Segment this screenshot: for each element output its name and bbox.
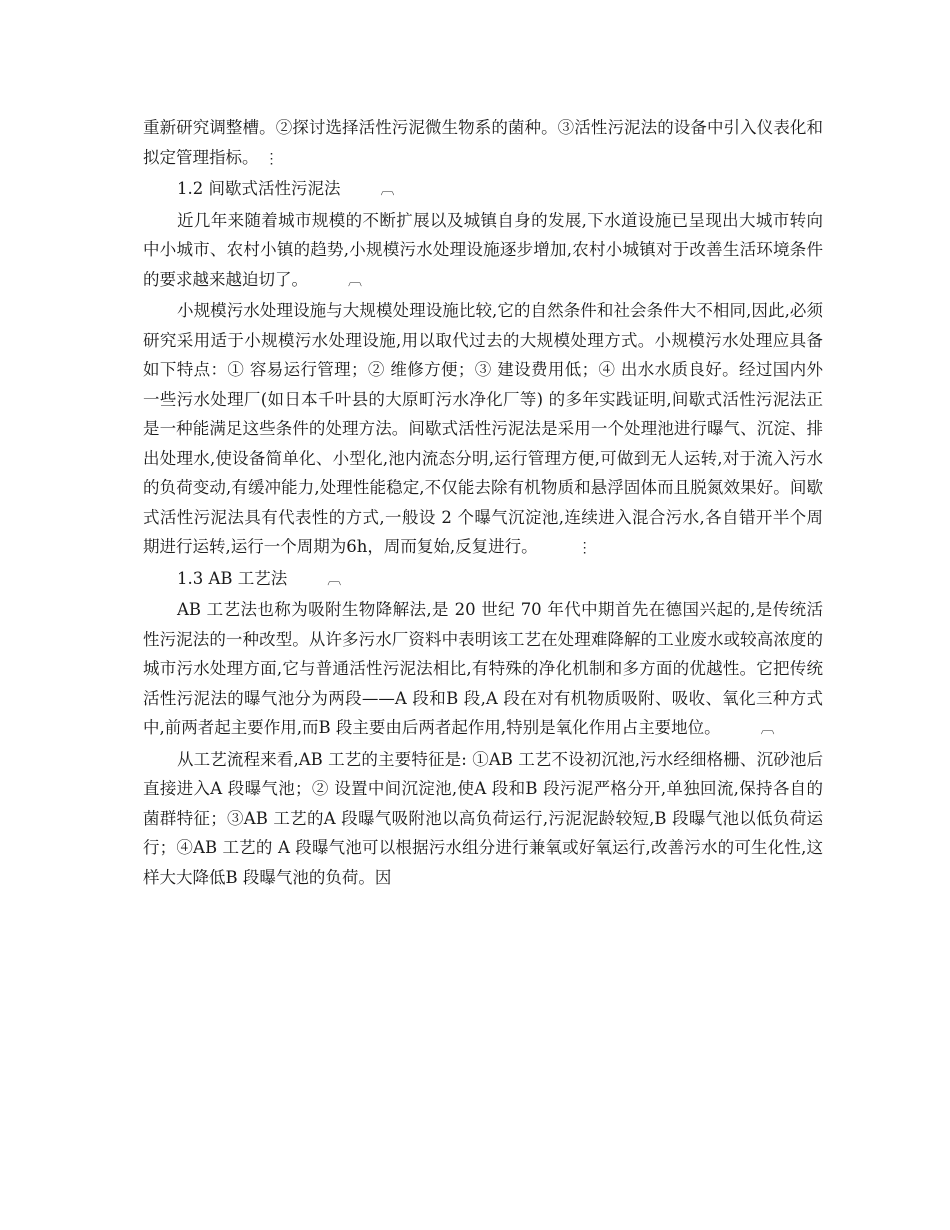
paragraph-end-mark: ︹	[327, 571, 342, 588]
paragraph-text: 从工艺流程来看,AB 工艺的主要特征是: ①AB 工艺不设初沉池,污水经细格栅、沉砂池后直接进入A 段曝气池；② 设置中间沉淀池,使A 段和B 段污泥严格分开,单独回流,保持各自的菌群特征；③AB 工艺的A 段曝气吸附池以高负荷运行,污泥泥龄较短,B 段曝气池以低负荷运行；④AB 工艺的 A 段曝气池可以根据污水组分进行兼氧或好氧运行,改善污水的可生化性,这样大大降低B 段曝气池的负荷。因	[143, 749, 823, 887]
paragraph-text: AB 工艺法也称为吸附生物降解法,是 20 世纪 70 年代中期首先在德国兴起的,是传统活性污泥法的一种改型。从许多污水厂资料中表明该工艺在处理难降解的工业废水或较高浓度的城市污水处理方面,它与普通活性污泥法相比,有特殊的净化机制和多方面的优越性。它把传统活性污泥法的曝气池分为两段——A 段和B 段,A 段在对有机物质吸附、吸收、氧化三种方式中,前两者起主要作用,而B 段主要由后两者起作用,特别是氧化作用占主要地位。	[143, 600, 823, 737]
paragraph-end-mark: ︹	[348, 272, 362, 289]
heading-text: 1.3 AB 工艺法	[177, 568, 288, 588]
paragraph-trend	[143, 206, 823, 297]
paragraph-continuation	[143, 113, 823, 174]
paragraph-ab-intro	[143, 595, 823, 745]
document-body	[143, 113, 823, 892]
paragraph-text: 重新研究调整槽。②探讨选择活性污泥微生物系的菌种。③活性污泥法的设备中引入仪表化和拟定管理指标。	[143, 118, 823, 167]
section-heading-1-2	[143, 174, 823, 206]
paragraph-sbr	[143, 296, 823, 564]
heading-text: 1.2 间歇式活性污泥法	[177, 179, 341, 198]
paragraph-end-mark: ⋮	[577, 540, 592, 556]
paragraph-end-mark: ⋮	[264, 150, 279, 167]
paragraph-text: 近几年来随着城市规模的不断扩展以及城镇自身的发展,下水道设施已呈现出大城市转向中小城市、农村小镇的趋势,小规模污水处理设施逐步增加,农村小城镇对于改善生活环境条件的要求越来越迫切了。	[143, 210, 823, 289]
paragraph-text: 小规模污水处理设施与大规模处理设施比较,它的自然条件和社会条件大不相同,因此,必须研究采用适于小规模污水处理设施,用以取代过去的大规模处理方式。小规模污水处理应具备如下特点：① 容易运行管理；② 维修方便；③ 建设费用低；④ 出水水质良好。经过国内外一些污水处理厂(如日本千叶县的大原町污水净化厂等) 的多年实践证明,间歇式活性污泥法正是一种能满足这些条件的处理方法。间歇式活性污泥法是采用一个处理池进行曝气、沉淀、排出处理水,使设备简单化、小型化,池内流态分明,运行管理方便,可做到无人运转,对于流入污水的负荷变动,有缓冲能力,处理性能稳定,不仅能去除有机物质和悬浮固体而且脱氮效果好。间歇式活性污泥法具有代表性的方式,一般设 2 个曝气沉淀池,连续进入混合污水,各自错开半个周期进行运转,运行一个周期为6h，周而复始,反复进行。	[143, 301, 823, 556]
paragraph-end-mark: ︹	[760, 721, 775, 737]
section-heading-1-3	[143, 564, 823, 596]
paragraph-ab-features	[143, 745, 823, 893]
paragraph-end-mark: ︹	[380, 182, 395, 198]
